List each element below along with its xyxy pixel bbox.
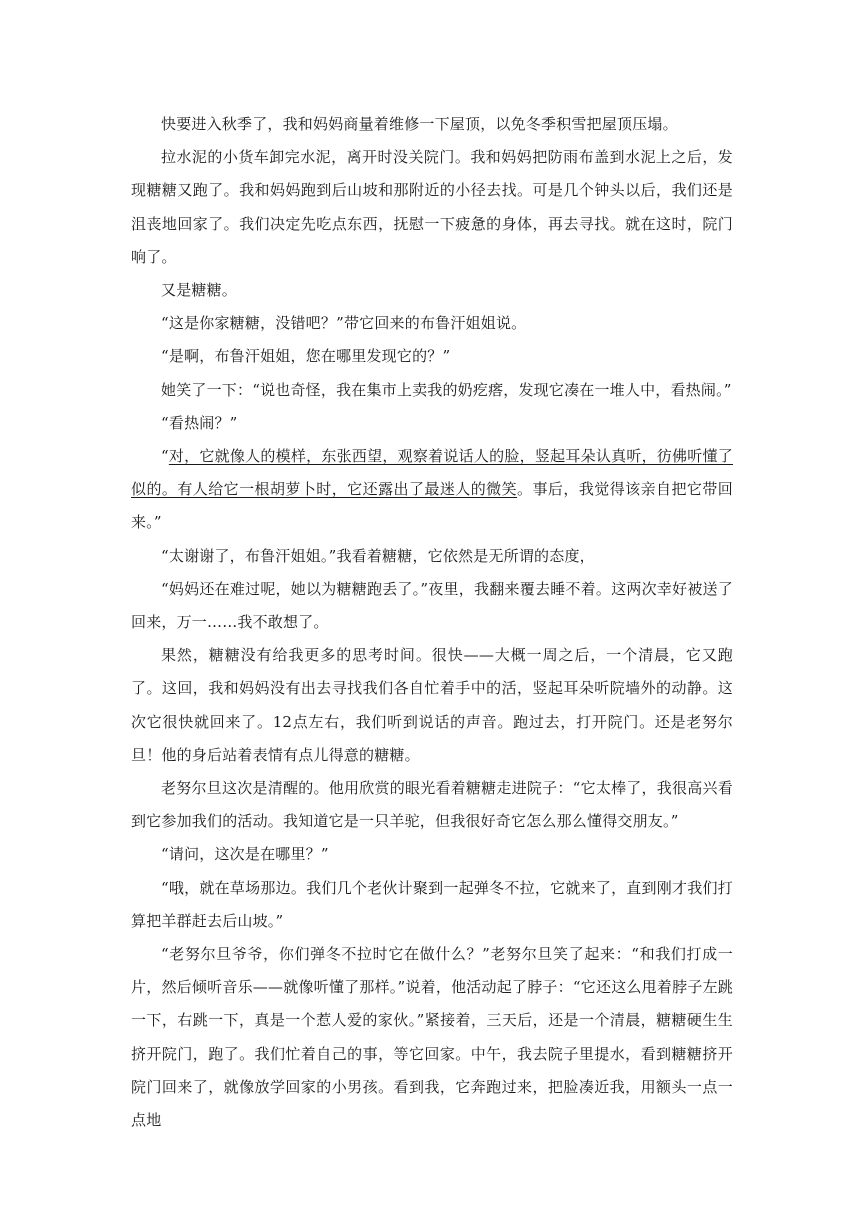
paragraph-3 xyxy=(131,274,733,307)
underlined-text: 对，它就像人的模样，东张西望，观察着说话人的脸，竖起耳朵认真听，彷佛听懂了似的。有人给它一根胡萝卜时，它还露出了最迷人的微笑 xyxy=(131,447,733,499)
paragraph-15 xyxy=(131,938,733,1137)
text-segment: 又是糖糖。 xyxy=(161,281,238,300)
paragraph-9 xyxy=(131,540,733,573)
document-page xyxy=(131,108,733,1137)
paragraph-1 xyxy=(131,108,733,141)
text-segment: 她笑了一下：“说也奇怪，我在集市上卖我的奶疙瘩，发现它凑在一堆人中，看热闹。” xyxy=(161,380,732,399)
text-segment: 快要进入秋季了，我和妈妈商量着维修一下屋顶，以免冬季积雪把屋顶压塌。 xyxy=(161,115,678,133)
text-segment: “太谢谢了，布鲁汗姐姐。”我看着糖糖，它依然是无所谓的态度， xyxy=(161,546,595,565)
text-segment: “老努尔旦爷爷，你们弹冬不拉时它在做什么？”老努尔旦笑了起来：“和我们打成一片，然后倾听音乐——就像听懂了那样。”说着，他活动起了脖子：“它还这么甩着脖子左跳一下，右跳一下，真是一个惹人爱的家伙。”紧接着，三天后，还是一个清晨，糖糖硬生生挤开院门，跑了。我们忙着自己的事，等它回家。中午，我去院子里提水，看到糖糖挤开院门回来了，就像放学回家的小男孩。看到我，它奔跑过来，把脸凑近我，用额头一点一点地 xyxy=(131,945,733,1130)
paragraph-5 xyxy=(131,340,733,373)
text-segment: “ xyxy=(161,447,169,466)
paragraph-2 xyxy=(131,141,733,274)
text-segment: “这是你家糖糖，没错吧？”带它回来的布鲁汗姐姐说。 xyxy=(161,314,527,333)
text-segment: “妈妈还在难过呢，她以为糖糖跑丢了。”夜里，我翻来覆去睡不着。这两次幸好被送了回来，万一……我不敢想了。 xyxy=(131,579,733,632)
text-segment: 。事后，我觉得该亲自把它带回来。” xyxy=(131,480,733,532)
paragraph-12 xyxy=(131,772,733,838)
text-segment: 老努尔旦这次是清醒的。他用欣赏的眼光看着糖糖走进院子：“它太棒了，我很高兴看到它参加我们的活动。我知道它是一只羊驼，但我很好奇它怎么那么懂得交朋友。” xyxy=(131,779,733,831)
paragraph-4 xyxy=(131,307,733,340)
paragraph-13 xyxy=(131,838,733,871)
text-segment: “请问，这次是在哪里？” xyxy=(161,845,329,864)
text-segment: 拉水泥的小货车卸完水泥，离开时没关院门。我和妈妈把防雨布盖到水泥上之后，发现糖糖又跑了。我和妈妈跑到后山坡和那附近的小径去找。可是几个钟头以后，我们还是沮丧地回家了。我们决定先吃点东西，抚慰一下疲惫的身体，再去寻找。就在这时，院门响了。 xyxy=(131,148,733,266)
paragraph-14 xyxy=(131,872,733,938)
paragraph-8 xyxy=(131,440,733,540)
text-segment: “看热闹？” xyxy=(161,413,238,432)
text-segment: 果然，糖糖没有给我更多的思考时间。很快——大概一周之后，一个清晨，它又跑了。这回，我和妈妈没有出去寻找我们各自忙着手中的活，竖起耳朵听院墙外的动静。这次它很快就回来了。12点左右，我们听到说话的声音。跑过去，打开院门。还是老努尔旦！他的身后站着表情有点儿得意的糖糖。 xyxy=(131,646,733,764)
paragraph-6 xyxy=(131,374,733,407)
paragraph-10 xyxy=(131,573,733,639)
paragraph-11 xyxy=(131,639,733,772)
paragraph-7 xyxy=(131,407,733,440)
text-segment: “哦，就在草场那边。我们几个老伙计聚到一起弹冬不拉，它就来了，直到刚才我们打算把羊群赶去后山坡。” xyxy=(131,878,733,930)
text-segment: “是啊，布鲁汗姐姐，您在哪里发现它的？” xyxy=(161,347,451,366)
